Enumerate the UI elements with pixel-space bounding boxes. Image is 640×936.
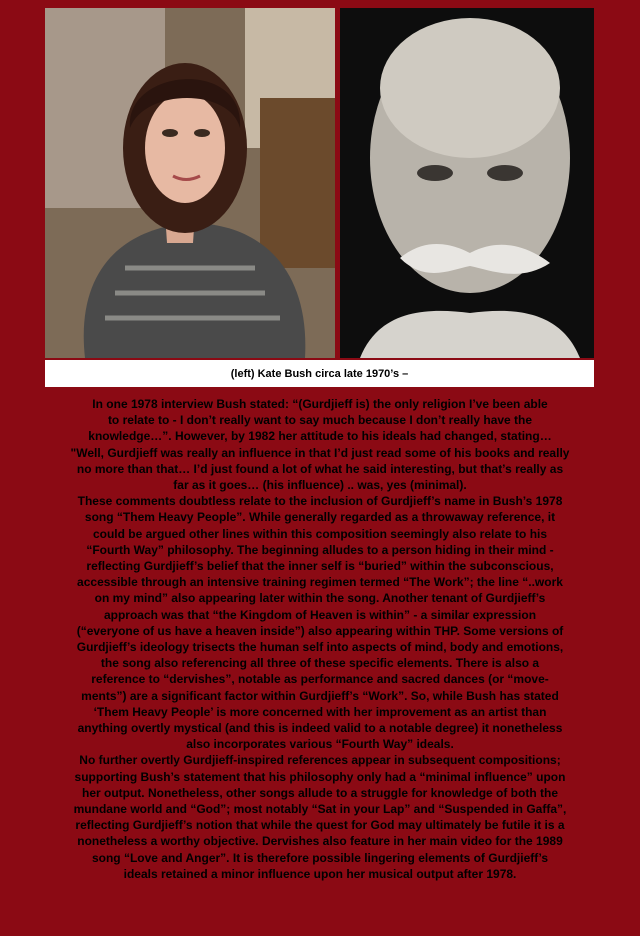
gurdjieff-photo — [340, 8, 594, 358]
caption-text: (left) Kate Bush circa late 1970’s – — [230, 367, 409, 380]
photo-caption — [45, 360, 594, 387]
article-body: In one 1978 interview Bush stated: “(Gurdjieff is) the only religion I’ve been able to relate to - I don’t really want to say much because I don’t really have the knowledge…”. However, by 1982 her attitude to his ideals had changed, stating… "Well, Gurdjieff was really an influence in that I’d just read some of his books and really no more than that… I’d just found a lot of what he said interesting, but that’s really as far as it goes… (his influence) .. was, yes (minimal). These comments doubtless relate to the inclusion of Gurdjieff’s name in Bush’s 1978 song “Them Heavy People”. While generally regarded as a throwaway reference, it could be argued other lines within this composition seemingly also relate to his “Fourth Way” philosophy. The beginning alludes to a person hiding in their mind - reflecting Gurdjieff’s belief that the inner self is “buried” within the subconscious, accessible through an intensive training regimen termed “The Work”; the line “..work on my mind” also appearing later within the song. Another tenant of Gurdjieff’s approach was that “the Kingdom of Heaven is within” - a similar expression (“everyone of us have a heaven inside”) also appearing within THP. Some versions of Gurdjieff’s ideology trisects the human self into aspects of mind, body and emotions, the song also referencing all three of these specific elements. There is also a reference to “dervishes”, notable as performance and sacred dances (or “move- ments”) are a significant factor within Gurdjieff’s “Work”. So, while Bush has stated ‘Them Heavy People’ is more concerned with her improvement as an artist than anything overtly mystical (and this is indeed valid to a notable degree) it nonetheless also incorporates various “Fourth Way” ideals. No further overtly Gurdjieff-inspired references appear in subsequent compositions; supporting Bush’s statement that his philosophy only had a “minimal influence” upon her output. Nonetheless, other songs allude to a struggle for knowledge of both the mundane world and “God”; most notably “Sat in your Lap” and “Suspended in Gaffa”, reflecting Gurdjieff’s notion that while the quest for God may ultimately be futile it is a nonetheless a worthy objective. Dervishes also feature in her main video for the 1989 song “Love and Anger”. It is therefore possible lingering elements of Gurdjieff’s ideals retained a minor influence upon her musical output after 1978. — [70, 397, 570, 881]
kate-bush-photo — [45, 8, 335, 358]
